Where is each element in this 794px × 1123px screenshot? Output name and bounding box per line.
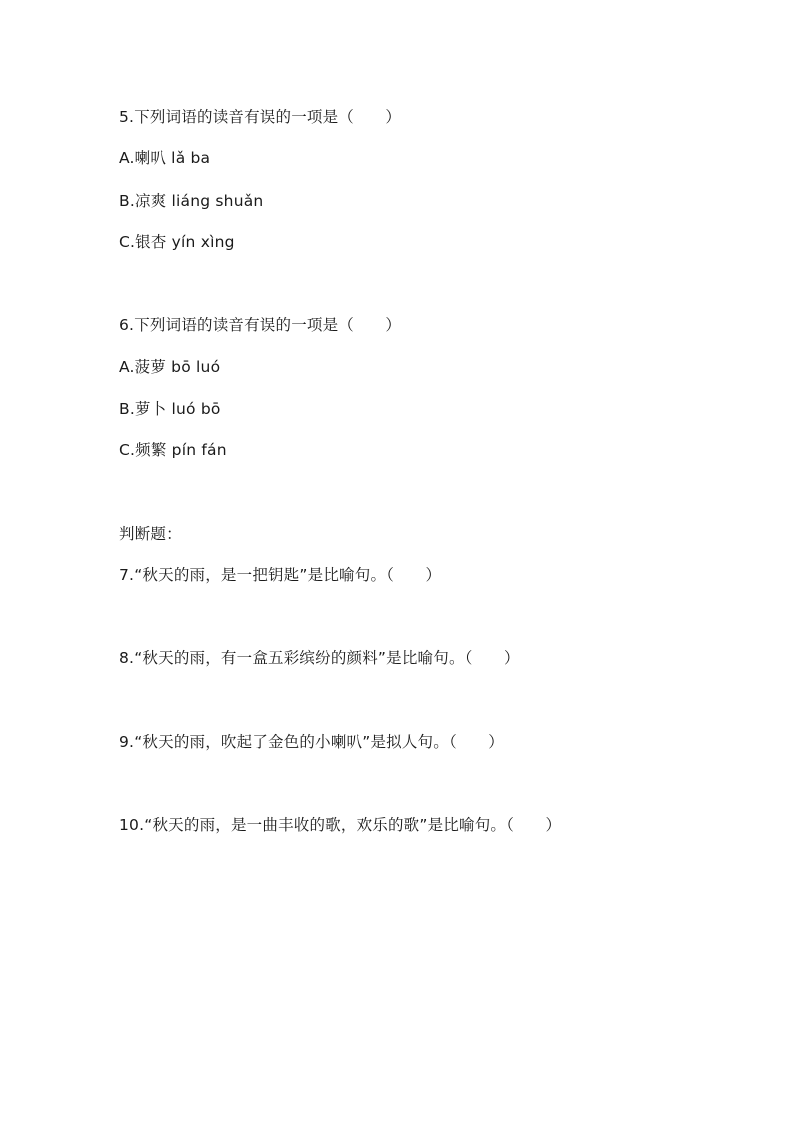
question-10: 10.“秋天的雨，是一曲丰收的歌，欢乐的歌”是比喻句。（ ） bbox=[119, 816, 562, 834]
question-6-option-a: A.菠萝 bō luó bbox=[119, 358, 221, 376]
question-6: 6.下列词语的读音有误的一项是（ ） bbox=[119, 316, 402, 334]
question-5-option-c: C.银杏 yín xìng bbox=[119, 233, 235, 251]
question-5: 5.下列词语的读音有误的一项是（ ） bbox=[119, 108, 402, 126]
question-5-option-a: A.喇叭 lǎ ba bbox=[119, 149, 211, 167]
question-6-option-c: C.频繁 pín fán bbox=[119, 441, 227, 459]
question-7: 7.“秋天的雨，是一把钥匙”是比喻句。（ ） bbox=[119, 566, 442, 584]
question-9: 9.“秋天的雨，吹起了金色的小喇叭”是拟人句。（ ） bbox=[119, 733, 505, 751]
question-5-option-b: B.凉爽 liáng shuǎn bbox=[119, 192, 264, 210]
section-heading-judgement: 判断题： bbox=[119, 525, 182, 543]
question-6-option-b: B.萝卜 luó bō bbox=[119, 400, 221, 418]
question-8: 8.“秋天的雨，有一盒五彩缤纷的颜料”是比喻句。（ ） bbox=[119, 649, 520, 667]
